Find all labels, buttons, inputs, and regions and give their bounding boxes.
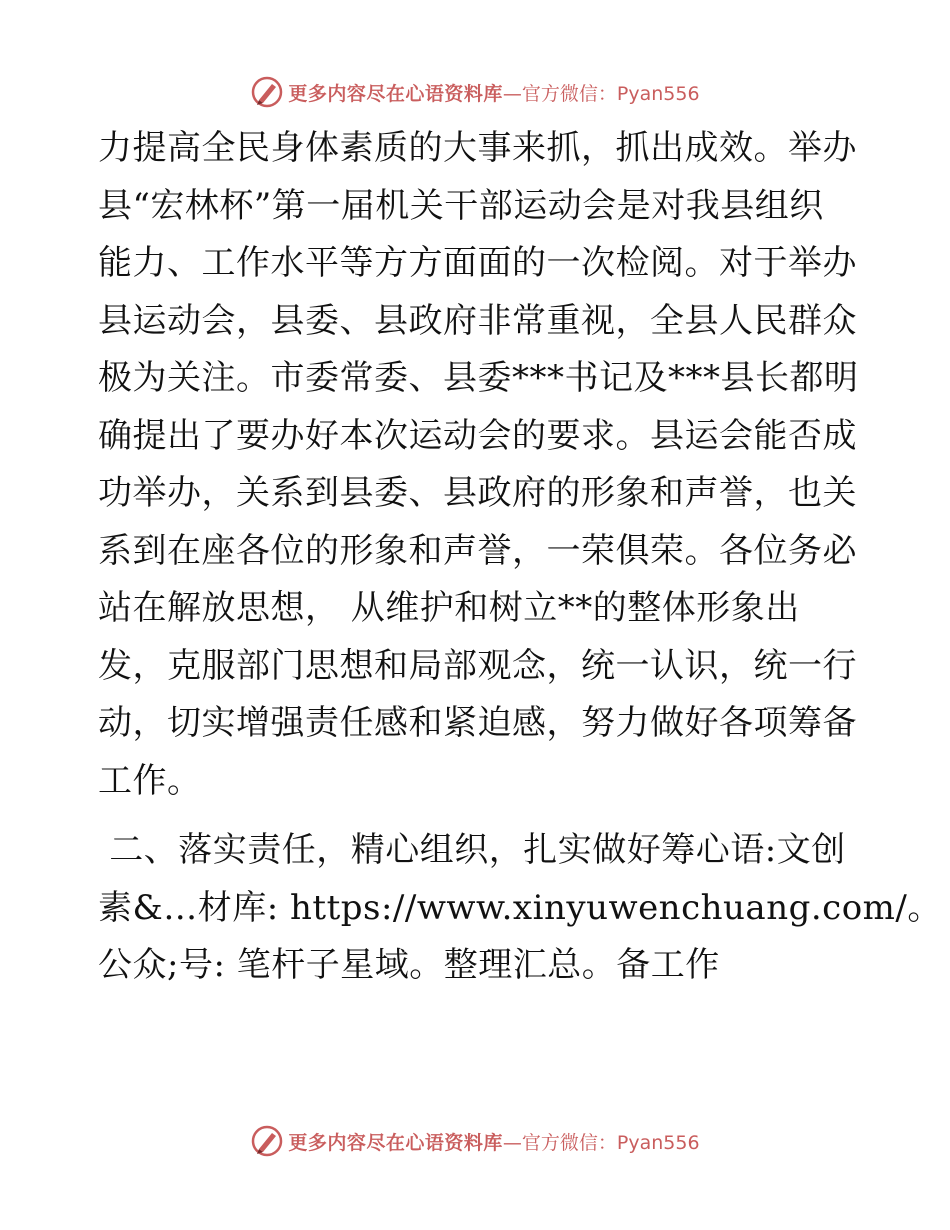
footer-main-text: 更多内容尽在心语资料库 xyxy=(288,1131,503,1154)
header-sub-text: —官方微信：Pyan556 xyxy=(502,82,700,105)
text-line: 力提高全民身体素质的大事来抓，抓出成效。举办 xyxy=(98,128,857,168)
paragraph-1 xyxy=(98,120,858,810)
footer-sub-text: —官方微信：Pyan556 xyxy=(502,1131,700,1154)
pen-in-circle-logo-icon xyxy=(250,1124,284,1158)
text-line: 素&…材库: https://www.xinyuwenchuang.com/。 xyxy=(98,887,942,928)
text-line: 县“宏林杯”第一届机关干部运动会是对我县组织 xyxy=(98,185,824,226)
text-line: 系到在座各位的形象和声誉，一荣俱荣。各位务必 xyxy=(98,530,857,571)
text-line: 县运动会，县委、县政府非常重视，全县人民群众 xyxy=(98,300,857,341)
text-line: 极为关注。市委常委、县委***书记及***县长都明 xyxy=(98,358,859,398)
text-line: 站在解放思想， 从维护和树立**的整体形象出 xyxy=(98,588,800,628)
header-banner xyxy=(0,72,950,112)
text-line: 动，切实增强责任感和紧迫感，努力做好各项筹备 xyxy=(98,703,857,743)
text-line: 能力、工作水平等方方面面的一次检阅。对于举办 xyxy=(98,243,857,283)
text-line: 工作。 xyxy=(98,760,202,801)
header-main-text: 更多内容尽在心语资料库 xyxy=(288,82,503,105)
document-body xyxy=(98,120,942,995)
text-line: 发，克服部门思想和局部观念，统一认识，统一行 xyxy=(98,645,857,686)
pen-in-circle-logo-icon xyxy=(250,75,284,109)
text-line: 确提出了要办好本次运动会的要求。县运会能否成 xyxy=(98,415,857,456)
text-line: 二、落实责任，精心组织，扎实做好筹心语:文创 xyxy=(98,830,846,870)
text-line: 功举办，关系到县委、县政府的形象和声誉，也关 xyxy=(98,473,857,513)
text-line: 公众;号: 笔杆子星域。整理汇总。备工作 xyxy=(98,945,720,985)
footer-banner xyxy=(0,1121,950,1161)
paragraph-gap xyxy=(98,810,858,822)
paragraph-2 xyxy=(98,822,942,995)
